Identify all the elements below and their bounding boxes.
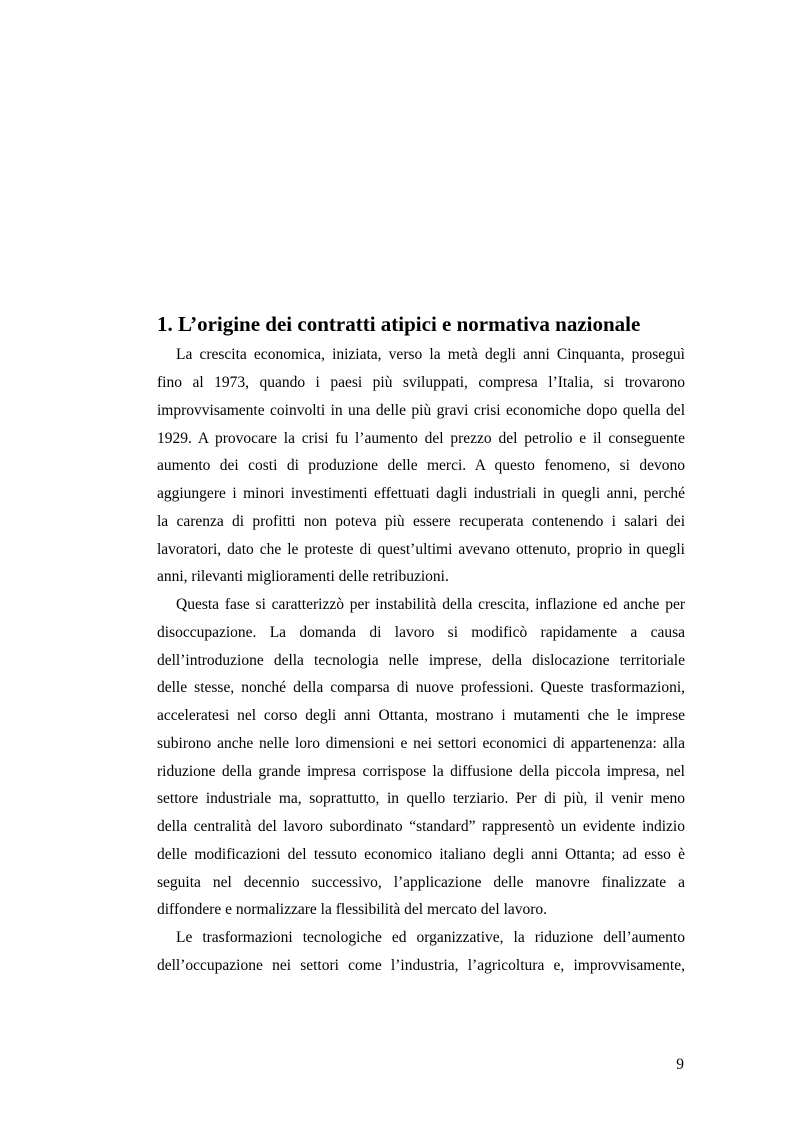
text-line: lavoratori, dato che le proteste di quest’ultimi avevano ottenuto, proprio in quegli [157, 541, 685, 558]
text-line: seguita nel decennio successivo, l’applicazione delle manovre finalizzate a [157, 874, 685, 891]
text-line: diffondere e normalizzare la flessibilità del mercato del lavoro. [157, 901, 548, 918]
text-line: 1929. A provocare la crisi fu l’aumento del prezzo del petrolio e il conseguente [157, 430, 685, 447]
text-line: settore industriale ma, soprattutto, in quello terziario. Per di più, il venir meno [157, 790, 685, 807]
text-line: della centralità del lavoro subordinato “standard” rappresentò un evidente indizio [157, 818, 685, 835]
text-line: La crescita economica, iniziata, verso la metà degli anni Cinquanta, proseguì [176, 346, 685, 363]
text-line: delle stesse, nonché della comparsa di nuove professioni. Queste trasformazioni, [157, 679, 685, 696]
text-line: anni, rilevanti miglioramenti delle retribuzioni. [157, 568, 449, 585]
text-line: aumento dei costi di produzione delle merci. A questo fenomeno, si devono [157, 457, 685, 474]
text-line: fino al 1973, quando i paesi più sviluppati, compresa l’Italia, si trovarono [157, 374, 685, 391]
text-line: Le trasformazioni tecnologiche ed organizzative, la riduzione dell’aumento [176, 929, 685, 946]
text-line: riduzione della grande impresa corrispose la diffusione della piccola impresa, nel [157, 763, 685, 780]
page-number: 9 [676, 1056, 684, 1073]
text-line: aggiungere i minori investimenti effettuati dagli industriali in quegli anni, perché [157, 485, 685, 502]
text-line: delle modificazioni del tessuto economico italiano degli anni Ottanta; ad esso è [157, 846, 685, 863]
text-line: acceleratesi nel corso degli anni Ottanta, mostrano i mutamenti che le imprese [157, 707, 685, 724]
text-line: disoccupazione. La domanda di lavoro si modificò rapidamente a causa [157, 624, 685, 641]
text-line: dell’introduzione della tecnologia nelle imprese, della dislocazione territoriale [157, 652, 685, 669]
text-line: Questa fase si caratterizzò per instabilità della crescita, inflazione ed anche per [176, 596, 685, 613]
text-line: subirono anche nelle loro dimensioni e nei settori economici di appartenenza: alla [157, 735, 685, 752]
text-line: improvvisamente coinvolti in una delle più gravi crisi economiche dopo quella del [157, 402, 685, 419]
text-line: dell’occupazione nei settori come l’industria, l’agricoltura e, improvvisamente, [157, 957, 685, 974]
section-heading: 1. L’origine dei contratti atipici e normativa nazionale [157, 312, 641, 336]
text-line: la carenza di profitti non poteva più essere recuperata contenendo i salari dei [157, 513, 685, 530]
